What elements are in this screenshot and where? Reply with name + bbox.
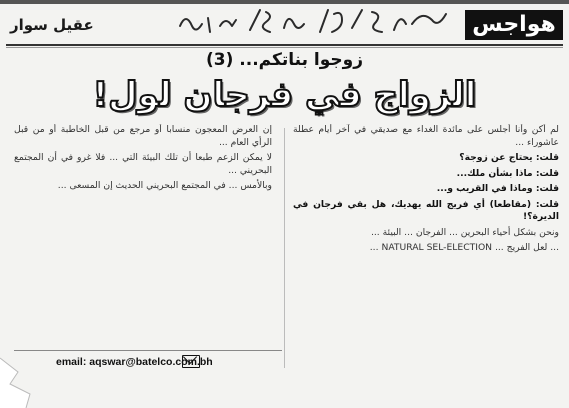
dialogue-line: قلت: وماذا في القريب و... xyxy=(436,183,559,194)
article-kicker: زوجوا بناتكم... (3) xyxy=(205,50,363,70)
paragraph: وبالأمس ... في المجتمع البحريني الحديث إن المسعى ... xyxy=(57,180,272,191)
article-headline: الزواج في فرجان لول! xyxy=(92,75,477,115)
paragraph: إن العرض المعجون منسابا أو مرجع من قبل الخاطبة أو من قبل الرأي العام ... xyxy=(14,124,272,148)
dialogue-line: قلت: يحتاج عن زوجة؟ xyxy=(459,152,559,163)
author-name: عقيل سوار xyxy=(10,16,94,34)
dialogue-line: قلت: ماذا بشأن ملك... xyxy=(456,167,559,179)
paragraph: لم أكن وأنا أجلس على مائدة الغداء مع صديقي في آخر أيام عطلة عاشوراء ... xyxy=(293,124,559,148)
paragraph: ونحن بشكل أحياء البحرين ... الفرجان ... البيئة ... xyxy=(370,226,559,238)
dialogue-line: قلت: (مقاطعا) أي فريج الله يهديك، هل بقي فرجان في الديرة؟! xyxy=(293,198,559,222)
column-name-banner: هواجس xyxy=(465,10,563,40)
paragraph: لا يمكن الزعم طبعا أن تلك البيئة التي ... فلا غرو في أن المجتمع البحريني ... xyxy=(14,152,272,176)
author-email: email: aqswar@batelco.com.bh xyxy=(56,356,213,368)
paragraph: ... لعل الفريج ... NATURAL SEL-ELECTION ... xyxy=(369,242,559,253)
